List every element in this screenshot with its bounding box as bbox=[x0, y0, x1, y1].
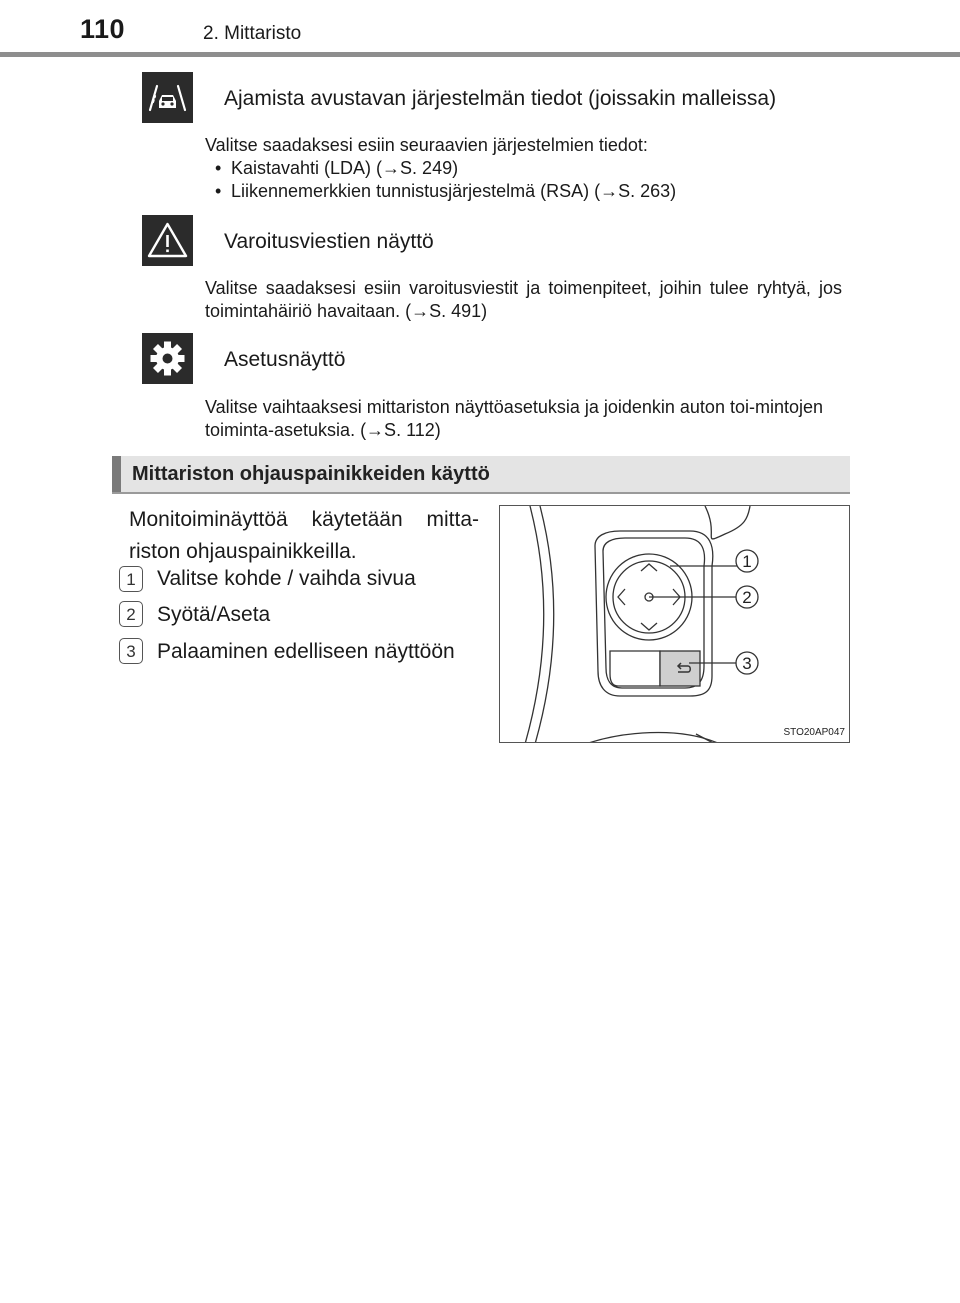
gear-icon bbox=[142, 333, 193, 384]
steering-switch-illustration bbox=[499, 505, 850, 743]
list-item-label: Valitse kohde / vaihda sivua bbox=[157, 567, 416, 590]
item-text-warnings: Valitse saadaksesi esiin varoitusviestit ja toimenpiteet, joihin tulee ryhtyä, jos toimintahäiriö havaitaan. (→S. 491) bbox=[205, 278, 842, 321]
list-item-label: Palaaminen edelliseen näyttöön bbox=[157, 640, 455, 663]
callout-2: 2 bbox=[742, 588, 752, 607]
driver-assist-icon bbox=[142, 72, 193, 123]
section-heading bbox=[112, 456, 850, 494]
item-description: Valitse saadaksesi esiin seuraavien järjestelmien tiedot: bbox=[205, 135, 648, 155]
bullet-item: • Liikennemerkkien tunnistusjärjestelmä (RSA) (→S. 263) bbox=[205, 180, 842, 203]
section-marker bbox=[112, 456, 121, 492]
number-badge: 2 bbox=[119, 601, 143, 627]
warning-triangle-icon bbox=[142, 215, 193, 266]
list-item-label: Syötä/Aseta bbox=[157, 603, 271, 626]
section-title: Mittariston ohjauspainikkeiden käyttö bbox=[132, 463, 490, 485]
callout-3: 3 bbox=[742, 654, 752, 673]
bullet-item: • Kaistavahti (LDA) (→S. 249) bbox=[205, 157, 842, 180]
header-rule bbox=[0, 52, 960, 57]
number-badge: 1 bbox=[119, 566, 143, 592]
callout-1: 1 bbox=[742, 552, 752, 571]
item-text-driver-assist bbox=[205, 134, 842, 203]
page-number: 110 bbox=[80, 14, 126, 44]
number-badge: 3 bbox=[119, 638, 143, 664]
chapter-title: 2. Mittaristo bbox=[203, 23, 302, 44]
section-intro: Monitoiminäyttöä käytetään mitta-riston ohjauspainikkeilla. bbox=[129, 508, 479, 563]
item-title-warnings: Varoitusviestien näyttö bbox=[224, 230, 434, 253]
item-title-settings: Asetusnäyttö bbox=[224, 348, 346, 371]
item-text-settings: Valitse vaihtaaksesi mittariston näyttöasetuksia ja joidenkin auton toi-mintojen toiminta-asetuksia. (→S. 112) bbox=[205, 397, 823, 440]
item-title-driver-assist: Ajamista avustavan järjestelmän tiedot (joissakin malleissa) bbox=[224, 87, 777, 110]
illustration-code: STO20AP047 bbox=[783, 727, 845, 738]
